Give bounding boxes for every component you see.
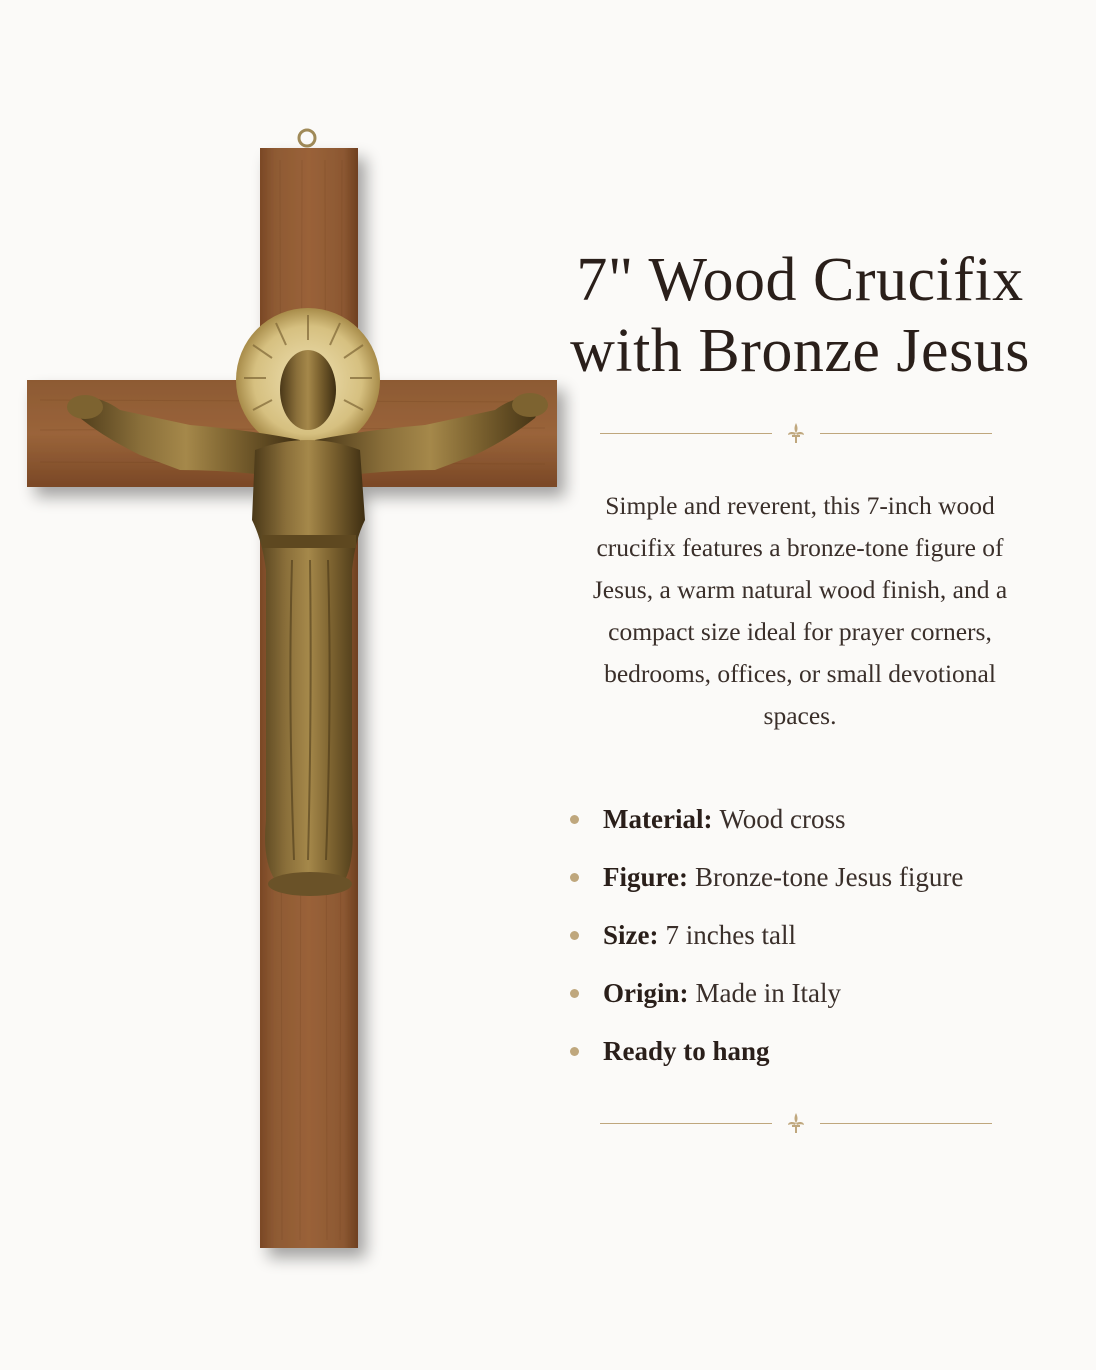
spec-item-origin bbox=[570, 964, 1040, 1022]
product-title bbox=[560, 245, 1040, 386]
bullet-dot-icon bbox=[570, 815, 579, 824]
divider-line-right bbox=[820, 433, 992, 434]
fleur-de-lis-icon bbox=[784, 1111, 808, 1135]
spec-value: 7 inches tall bbox=[665, 919, 796, 950]
spec-item-ready-to-hang bbox=[570, 1022, 1040, 1080]
spec-value: Wood cross bbox=[719, 803, 846, 834]
top-divider bbox=[600, 421, 992, 445]
title-line-1: 7" Wood Crucifix bbox=[576, 246, 1024, 314]
spec-item-size bbox=[570, 906, 1040, 964]
spec-label: Origin: bbox=[603, 977, 689, 1008]
fleur-de-lis-icon bbox=[784, 421, 808, 445]
spec-item-figure bbox=[570, 848, 1040, 906]
divider-line-left bbox=[600, 433, 772, 434]
bottom-divider bbox=[600, 1111, 992, 1135]
spec-label: Size: bbox=[603, 919, 659, 950]
product-description: Simple and reverent, this 7-inch wood crucifix features a bronze-tone figure of Jesus, a warm natural wood finish, and a compact size ideal for prayer corners, bedrooms, offices, or small devotional spaces. bbox=[592, 491, 1008, 730]
spec-value: Made in Italy bbox=[695, 977, 841, 1008]
spec-label: Figure: bbox=[603, 861, 688, 892]
bullet-dot-icon bbox=[570, 931, 579, 940]
product-title-block bbox=[560, 245, 1040, 386]
spec-label: Material: bbox=[603, 803, 713, 834]
spec-value: Bronze-tone Jesus figure bbox=[694, 861, 964, 892]
spec-list bbox=[570, 790, 1040, 1080]
title-line-2: with Bronze Jesus bbox=[570, 316, 1030, 385]
divider-line-left bbox=[600, 1123, 772, 1124]
divider-line-right bbox=[820, 1123, 992, 1124]
spec-label: Ready to hang bbox=[603, 1035, 770, 1066]
bullet-dot-icon bbox=[570, 873, 579, 882]
bullet-dot-icon bbox=[570, 1047, 579, 1056]
bullet-dot-icon bbox=[570, 989, 579, 998]
spec-item-material bbox=[570, 790, 1040, 848]
